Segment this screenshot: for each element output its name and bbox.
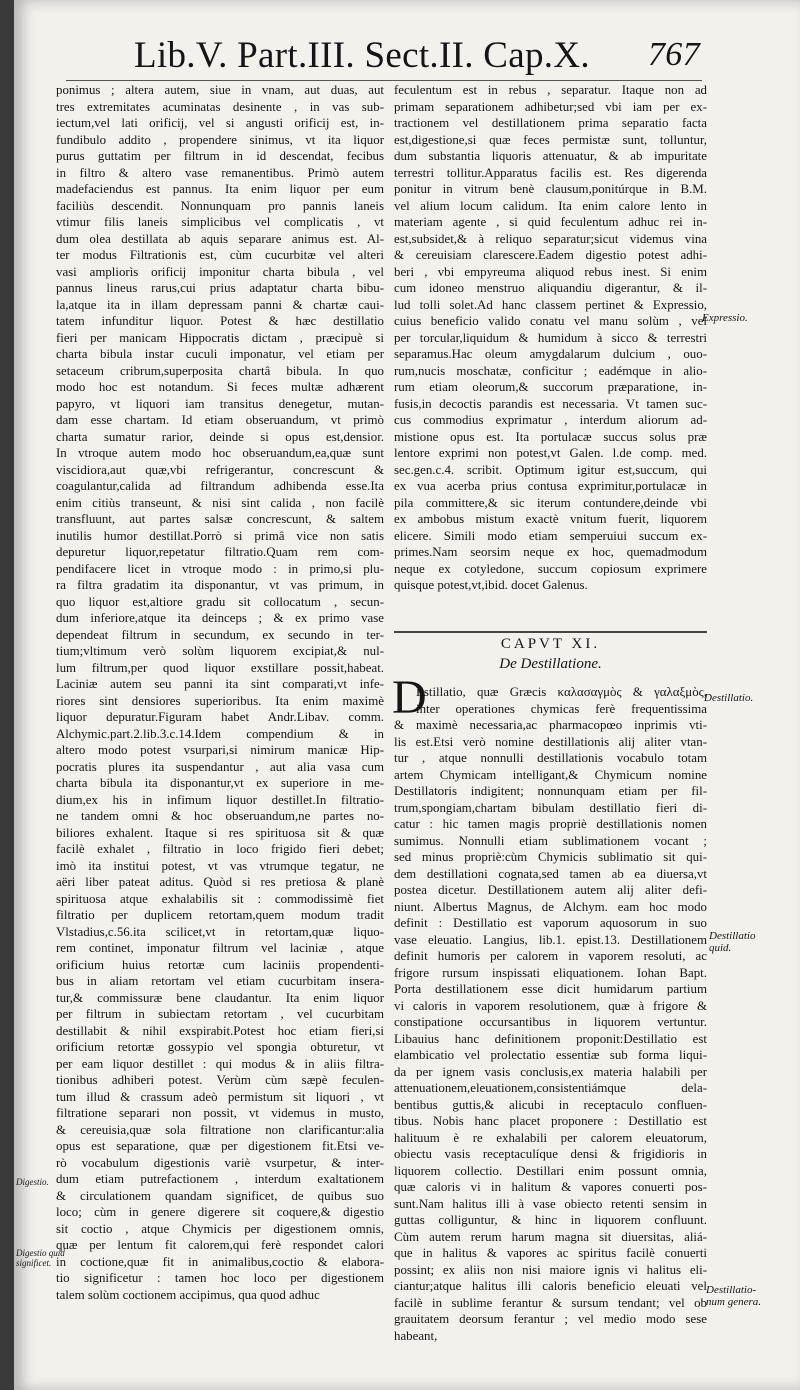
header-rule	[66, 80, 702, 81]
text-line: trum,spongiam,chartam bibulam destillatio fieri di-	[394, 800, 707, 815]
text-line: pannus lineus rarus,cui prius adaptatur charta bibu-	[56, 281, 384, 295]
text-line: vtimur filis laneis simplicibus vel complicatis , vt	[56, 215, 384, 229]
text-line: dependeat filtrum in secundum, ex secundo in ter-	[56, 627, 384, 642]
text-line: mistione opus est. Ita portulacæ succus solus præ	[394, 429, 707, 444]
book-page	[14, 0, 800, 1390]
text-line: pila committere,& sic iterum contundere,deinde vbi	[394, 495, 707, 510]
text-line: biliores exhalent. Itaque si res spirituosa sit & quæ	[56, 825, 384, 840]
text-line: & cereuisia,quæ sola filtratione non clarificantur:alia	[56, 1122, 384, 1137]
text-line: cus commodius exprimatur , interdum aliorum ad-	[394, 413, 707, 427]
text-line: definit humoris per calorem in vaporem resoluti, ac	[394, 949, 707, 963]
text-line: dum substantia liquoris attenuatur, & ab impuritate	[394, 149, 707, 163]
text-line: quo liquor est,altiore gradu sit collocatum , secun-	[56, 594, 384, 609]
text-line: dum inferiore,atque ita deinceps ; & ex primo vase	[56, 611, 384, 625]
text-line: vasi ampliorìs orificij imponitur charta bibula , vel	[56, 264, 384, 279]
text-line: per eam liquor destillet : qui modus & in aliis filtra-	[56, 1056, 384, 1071]
text-line: beri , vbi empyreuma aliquod rebus inest. Si enim	[394, 264, 707, 279]
text-line: enim citiùs transeunt, & nisi sint calida , non facilè	[56, 495, 384, 510]
text-line: rem continet, imponatur filtrum vel laciniæ , atque	[56, 941, 384, 955]
text-line: dium,ex his in infimum liquor destillet.In filtratio-	[56, 792, 384, 807]
text-line: quæ per lentum fit calorem,qui ferè respondet calori	[56, 1238, 384, 1252]
text-line: tres extremitates acuminatas desinente , in vas sub-	[56, 99, 384, 114]
text-line: obiectu vasis receptaculíque densi & frigidioris in	[394, 1147, 707, 1161]
text-line: neque ex cotyledone, succum copiosum exprimere	[394, 561, 707, 576]
page-header	[134, 34, 700, 84]
text-line: tionibus adhiberi potest. Verùm cùm sæpè feculen-	[56, 1073, 384, 1087]
margin-note-line: quid.	[709, 942, 732, 954]
text-line: dam esse chartam. Id etiam obseruandum, vt primò	[56, 413, 384, 427]
text-line: dum etiam putrefactionem , interdum exaltationem	[56, 1172, 384, 1186]
margin-note-destillatio-quid	[709, 930, 755, 954]
text-line: sec.gen.c.4. scribit. Optimum igitur est,succum, qui	[394, 462, 707, 477]
text-line: Estillatio, quæ Græcis καλασαγμὸς & γαλαξμὸς,	[416, 685, 707, 699]
text-line: elicere. Simili modo etiam semperuiui succum ex-	[394, 528, 707, 543]
text-line: tio significetur : tamen hoc loco per digestionem	[56, 1271, 384, 1285]
text-line: da per ignem vasis conclusis,ex materia halabili per	[394, 1064, 707, 1079]
text-line: aëri liber pateat aditus. Quòd si res pretiosa & planè	[56, 875, 384, 889]
text-line: iectum,vel lati orificij, vel si angusti orificij est, in-	[56, 116, 384, 130]
text-line: modo hoc est notandum. Si feces multæ adhærent	[56, 380, 384, 394]
text-line: tibus. Nobis hanc placet proponere : Destillatio est	[394, 1114, 707, 1128]
text-line: dem destillationi cognata,sed tamen ab ea diuersa,vt	[394, 866, 707, 881]
text-line: sumimus. Nonnulli etiam sublimationem vocant ;	[394, 833, 707, 848]
text-line: ra filtra gradatim ita disponantur, vt vas primum, in	[56, 578, 384, 592]
text-line: la,atque ita in illam depressam panni & chartæ caui-	[56, 297, 384, 312]
text-line: niunt. Albertus Magnus, de Alchym. eam hoc modo	[394, 899, 707, 914]
text-line: charta bibula instar cuculi imponatur, vel etiam per	[56, 347, 384, 361]
text-line: grauitatem deorsum ferantur ; vel medio modo sese	[394, 1312, 707, 1326]
text-line: tractionem vel destillationem prima separatio facta	[394, 116, 707, 130]
right-column-top	[394, 82, 707, 594]
text-line: faciliùs descendit. Nonnunquam pro pannis laneis	[56, 198, 384, 213]
chapter-divider	[394, 631, 707, 633]
text-line: Cùm autem rerum harum magna sit diuersitas, aliá-	[394, 1229, 707, 1244]
chapter-subtitle: De Destillatione.	[499, 656, 602, 672]
text-line: definit : Destillatio est vaporum aquosorum in suo	[394, 916, 707, 930]
text-line: inutilis humor destillat.Porrò si primâ vice non satis	[56, 528, 384, 543]
text-line: halituum è re exhalabili per calorem eleuatorum,	[394, 1130, 707, 1145]
margin-note-line: Destillatio	[709, 930, 756, 942]
text-line: papyro, vt liquori iam transitus denegetur, mutan-	[56, 396, 384, 411]
text-line: possint; ex aliis non nisi maiore ignis vi halitus eli-	[394, 1262, 707, 1277]
margin-note-line: significet.	[16, 1258, 52, 1268]
text-line: lud tolli solet.Ad hanc classem pertinet & Expressio,	[394, 297, 707, 312]
text-line: & circulationem quandam significet, de quibus suo	[56, 1188, 384, 1203]
text-line: est,subsidet,& à reliquo separatur;sicut videmus vina	[394, 231, 707, 246]
text-line: tium;vltimum verò solùm liquorem excipiat,& nul-	[56, 644, 384, 658]
text-line: quisque potest,vt,ibid. docet Galenus.	[394, 578, 588, 592]
right-column-bottom	[394, 684, 707, 1344]
margin-note-expressio: Expressio.	[702, 312, 748, 324]
text-line: ne tandem omni & hoc obseruandum,ne partes no-	[56, 809, 384, 823]
text-line: primes.Nam seorsim neque ex hoc, quemadmodum	[394, 545, 707, 559]
text-line: depuretur liquor,repetatur filtratio.Quam rem com-	[56, 545, 384, 559]
text-line: in filtro & altero vase remanentibus. Primò autem	[56, 165, 384, 180]
margin-note-destillatio: Destillatio.	[704, 692, 754, 704]
text-line: facilè in sublime ferantur & sursum tendant; vel ob	[394, 1295, 707, 1310]
text-line: Laciniæ autem seu panni ita sint comparati,vt infe-	[56, 677, 384, 691]
text-line: ex vua acerba prius contusa exprimitur,portulacæ in	[394, 479, 707, 493]
text-line: catur : hic tamen magis propriè destillationis nomen	[394, 817, 707, 831]
chapter-title: CAPVT XI.	[500, 636, 601, 652]
text-line: cuius beneficio valido conatu vel manu solùm , vel	[394, 314, 707, 328]
text-line: riores sint densiores superioribus. Ita enim maximè	[56, 693, 384, 708]
text-line: destillabit & nihil exspirabit.Potest hoc etiam fieri,si	[56, 1023, 384, 1038]
text-line: tum illud & crassum adeò permistum sit liquori , vt	[56, 1089, 384, 1104]
text-line: charta bibula ita disponantur,vt ex superiore in me-	[56, 776, 384, 790]
text-line: orificium huius retortæ cum laciniis propendenti-	[56, 957, 384, 972]
text-line: vel alium locum calidum. Ita enim calore lento in	[394, 198, 707, 213]
text-line: Vlstadius,c.56.ita scilicet,vt in retortam,quæ liquo-	[56, 924, 384, 939]
text-line: opus est separatione, quæ per digestionem fit.Etsi ve-	[56, 1139, 384, 1153]
margin-note-digestio-quid	[16, 1248, 65, 1268]
text-line: transfluunt, aut partes salsæ concrescunt, & saltem	[56, 512, 384, 526]
text-line: bus in aliam retortam vel etiam cucurbitam insera-	[56, 974, 384, 988]
text-line: materiam agente , si quid feculentum adhuc rei in-	[394, 215, 707, 229]
text-line: facilè exhalet , filtratio in loco frigido fieri debet;	[56, 842, 384, 856]
text-line: in coctione,quæ fit in animalibus,coctio & elabora-	[56, 1254, 384, 1269]
text-line: ponimus ; altera autem, siue in vnam, aut duas, aut	[56, 83, 384, 97]
text-line: lentore exprimi non potest,vt Galen. l.de comp. med.	[394, 446, 707, 460]
drop-capital: D	[392, 671, 427, 724]
text-line: dum olea destillata ab aquis separare animus est. Al-	[56, 231, 384, 246]
text-line: cum idoneo menstruo aliquandiu digerantur, & il-	[394, 281, 707, 295]
text-line: que in halitus & vapores ac spiritus facilè conuerti	[394, 1246, 707, 1260]
text-line: ciantur;atque halitus illi caloris beneficio eleuati vel	[394, 1279, 707, 1293]
text-line: sunt.Nam halitus illi à vase obiecto retenti sensim in	[394, 1196, 707, 1211]
text-line: tur,& commissuræ bene claudantur. Ita enim liquor	[56, 990, 384, 1005]
text-line: per torcular,liquidum & humidum à sicco & terrestri	[394, 330, 707, 345]
margin-note-line: num genera.	[706, 1296, 761, 1308]
page-number: 767	[648, 36, 700, 73]
text-line: ex ambobus mistum exactè vnitum fuerit, liquorem	[394, 512, 707, 526]
text-line: tatem infunditur liquor. Potest & hæc destillatio	[56, 314, 384, 328]
text-line: artem Chymicam intelligant,& Chymicum nomine	[394, 767, 707, 782]
text-line: quæ caloris vi in halitum & vapores conuerti pos-	[394, 1180, 707, 1194]
text-line: charta sumatur rarior, deinde si opus est,densior.	[56, 429, 384, 444]
text-line: lis est.Etsi verò nomine destillationis alij aliter vtan-	[394, 734, 707, 749]
margin-note-digestio: Digestio.	[16, 1177, 49, 1187]
running-title: Lib.V. Part.III. Sect.II. Cap.X.	[134, 35, 590, 76]
text-line: elambicatio vel prolectatio essentiæ sub forma liqui-	[394, 1048, 707, 1062]
text-line: guttas colliguntur, & hinc in liquorem confluunt.	[394, 1213, 707, 1227]
text-line: imò ita institui potest, vt vas vtrumque tegatur, ne	[56, 858, 384, 873]
text-line: feculentum est in rebus , separatur. Itaque non ad	[394, 83, 707, 97]
text-line: purus guttatim per filtrum in id descendat, fecibus	[56, 149, 384, 163]
text-line: rum,nucis moschatæ, conficitur ; eadémque in alio-	[394, 363, 707, 378]
text-line: sed minus propriè:cùm Chymicis sublimatio sit qui-	[394, 850, 707, 864]
text-line: fundibulo addito , propendere sinimus, vt ita liquor	[56, 132, 384, 147]
text-line: madefaciendus est pannus. Ita enim liquor per eum	[56, 182, 384, 196]
text-line: attenuationem,eleuationem,consistentiámque dela-	[394, 1081, 707, 1095]
text-line: vase eleuatio. Langius, lib.1. epist.13. Destillationem	[394, 932, 707, 947]
margin-note-line: Destillatio-	[706, 1284, 757, 1296]
text-line: filtratione separari non possit, vt videmus in musto,	[56, 1106, 384, 1120]
margin-note-line: Digestio quid	[16, 1248, 65, 1258]
text-line: coagulantur,calida ad filtrandum adhibenda esse.Ita	[56, 479, 384, 493]
text-line: spirituosa atque exhalabilis sit : commodissimè fiet	[56, 891, 384, 906]
text-line: separamus.Hac oleum amygdalarum dulcium , ouo-	[394, 347, 707, 361]
text-line: loco; cùm in genere digerere sit coquere,& digestio	[56, 1205, 384, 1219]
text-line: & cereuisiam clarescere.Eadem digestio potest adhi-	[394, 248, 707, 262]
text-line: ponitur in vitrum benè clausum,ponitúrque in B.M.	[394, 182, 707, 196]
left-column	[56, 82, 384, 1303]
text-line: per filtrum in subiectam retortam , vel cucurbitam	[56, 1007, 384, 1021]
text-line: Destillatoris indigitent; nonnunquam etiam per fil-	[394, 784, 707, 798]
text-line: primam separationem adhibetur;sed vbi iam per ex-	[394, 99, 707, 114]
text-line: orificium retortæ gossypio vel spongia obturetur, vt	[56, 1040, 384, 1054]
text-line: Porta destillationem esse dicit humidarum partium	[394, 982, 707, 996]
text-line: filtratio per duplicem retortam,quem modum tradit	[56, 908, 384, 922]
text-line: Libauius hanc definitionem proponit:Destillatio est	[394, 1031, 707, 1046]
text-line: habeant,	[394, 1328, 438, 1343]
text-line: viscidiora,aut quæ,vbi refrigerantur, concrescunt &	[56, 462, 384, 477]
text-line: constipatione occursantibus in liquorem vertuntur.	[394, 1015, 707, 1029]
text-line: Alchymic.part.2.lib.3.c.14.Idem compendium & in	[56, 726, 384, 741]
text-line: tur , atque nonnulli destillationis vocabulo totam	[394, 751, 707, 765]
text-line: liquorem collectio. Destillari enim possunt omnia,	[394, 1163, 707, 1178]
text-line: setaceum cribrum,superposita chartâ bibula. In quo	[56, 363, 384, 378]
text-line: rò vocabulum digestionis variè vsurpetur, & inter-	[56, 1155, 384, 1170]
text-line: fieri per manicam Hippocratis dictam , præcipuè si	[56, 330, 384, 345]
text-line: terrestri tollitur.Apparatus facilis est. Res digerenda	[394, 165, 707, 180]
margin-note-genera	[706, 1284, 761, 1308]
text-line: & maximè necessaria,ac pharmacopœo inprimis vti-	[394, 718, 707, 732]
text-line: pendifacere licet in vtroque modo : in primo,si plu-	[56, 561, 384, 576]
text-line: liquor depuratur.Figuram habet Andr.Libav. comm.	[56, 710, 384, 724]
text-line: vi caloris in vaporem resolutionem, quæ à frigore &	[394, 998, 707, 1013]
text-line: rum etiam oleorum,& succorum præparatione, in-	[394, 380, 707, 394]
text-line: lum filtrum,per quod liquor exstillare possit,habeat.	[56, 660, 384, 675]
text-line: pocratis plures ita suspendantur , aut alia vasa cum	[56, 759, 384, 774]
text-line: postea dicetur. Destillationem autem alij aliter defi-	[394, 883, 707, 897]
text-line: In vtroque autem modo hoc obseruandum,ea,quæ sunt	[56, 446, 384, 460]
text-line: talem solùm coctionem accipimus, qua quod adhuc	[56, 1287, 320, 1302]
text-line: ter modus Filtrationis est, cùm cucurbitæ vel alteri	[56, 248, 384, 262]
text-line: sit coctio , atque Chymicis per digestionem omnis,	[56, 1221, 384, 1236]
text-line: est,digestione,si quæ feces permistæ sunt, tolluntur,	[394, 132, 707, 147]
text-line: bentibus guttis,& alicubi in receptaculo confluen-	[394, 1097, 707, 1112]
text-line: altero modo potest vsurpari,si nimirum manicæ Hip-	[56, 743, 384, 757]
text-line: frigore rursum inspissati eliquationem. Iohan Bapt.	[394, 965, 707, 980]
text-line: inter operationes chymicas ferè frequentissima	[416, 701, 707, 716]
text-line: fusis,in decoctis parandis est necessaria. Vt tamen suc-	[394, 396, 707, 411]
